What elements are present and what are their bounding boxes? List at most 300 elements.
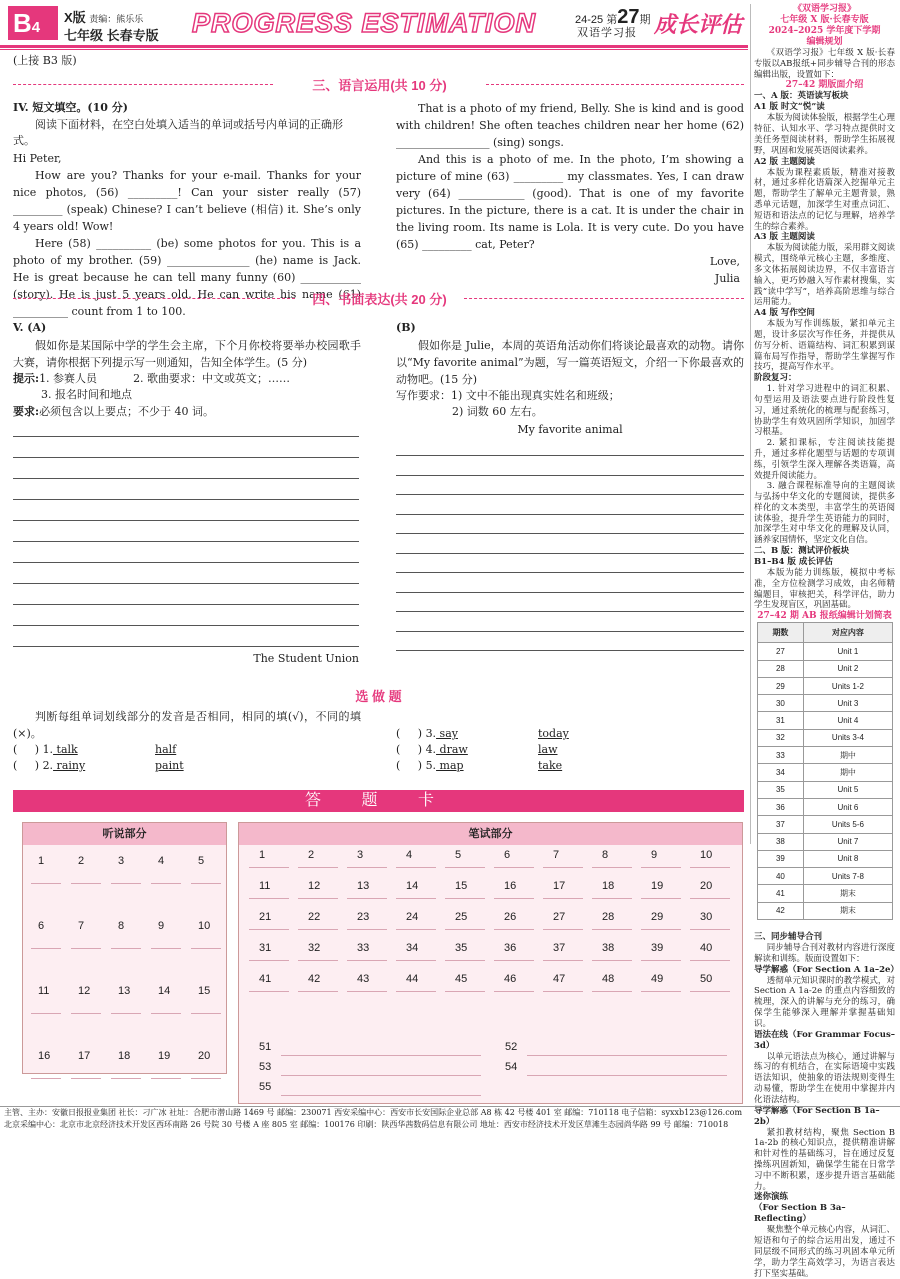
edition: X版 责编：熊乐乐 [64,10,144,25]
sidebar-text: 同步辅导合刊对教材内容进行深度解读和训练。版面设置如下： [754,943,895,964]
divider [13,298,295,299]
answer-number: 29 [651,911,664,923]
answer-number: 8 [602,849,609,861]
answer-line[interactable] [592,960,632,961]
answer-line[interactable] [641,929,681,930]
answer-number: 28 [602,911,615,923]
answer-line[interactable] [396,867,436,868]
answer-number: 55 [259,1081,272,1093]
answer-number: 20 [700,880,713,892]
plan-row [758,747,893,764]
answer-line[interactable] [543,929,583,930]
answer-number: 11 [38,985,50,997]
answer-number: 21 [259,911,272,923]
plan-content: 期中 [803,764,892,781]
writing-line[interactable] [13,583,359,584]
plan-row [758,902,893,919]
writing-line[interactable] [13,499,359,500]
answer-line[interactable] [281,1095,481,1096]
answer-bracket[interactable]: ( ) 3. [396,727,437,740]
cloze-right-column [396,100,744,287]
answer-number: 3 [118,855,125,867]
phonics-item [396,758,744,775]
page-badge: B4 [8,6,58,40]
answer-line[interactable] [527,1055,727,1056]
letter-closing: Love, [709,255,740,268]
sidebar-year: 2024–2025 学年度下学期 [768,26,881,36]
optional-title: 选 做 题 [355,689,402,704]
sidebar-heading: B1–B4 版 成长评估 [754,557,833,568]
answer-number: 46 [504,973,517,985]
answer-line[interactable] [494,991,534,992]
notice-signature: The Student Union [253,652,359,665]
sidebar-heading: （For Section B 3a–Reflecting） [754,1203,846,1225]
answer-line[interactable] [347,991,387,992]
answer-number: 38 [602,942,615,954]
footer-line: 北京采编中心：北京市北京经济技术开发区西环南路 26 号院 30 号楼 A 座 805 室 邮编：100176 印刷：陕西华茜数码信息有限公司 地址：西安市经济技术开发区草滩生态园尚华路 99 号 邮编：710018 [4,1120,729,1129]
answer-number: 25 [455,911,468,923]
answer-number: 31 [259,942,272,954]
answer-line[interactable] [31,1078,61,1079]
answer-line[interactable] [31,883,61,884]
plan-content: Units 5-6 [803,816,892,833]
answer-number: 2 [78,855,85,867]
sidebar-heading: 三、同步辅导合刊 [754,932,823,943]
answer-line[interactable] [347,867,387,868]
answer-line[interactable] [592,929,632,930]
sidebar-intro: 《双语学习报》七年级 X 版·长春专版以AB报纸+同步辅导合刊的形态编辑出版，设置如下： [754,48,895,80]
plan-issue: 31 [758,712,804,729]
answer-number: 44 [406,973,419,985]
plan-content: Units 7-8 [803,868,892,885]
divider [13,84,273,85]
plan-issue: 33 [758,747,804,764]
sidebar-text: 以单元语法点为核心，通过讲解与练习的有机结合，在实际语境中实践语法知识，使抽象的语法规则变得生动易懂，帮助学生在使用中掌握并内化语法结构。 [754,1051,895,1105]
answer-line[interactable] [494,929,534,930]
plan-content: Unit 3 [803,695,892,712]
footer-line: 主管、主办：安徽日报报业集团 社长：刁广冰 社址：合肥市潜山路 1469 号 邮编：230071 西安采编中心：西安市长安国际企业总部 A8 栋 42 号楼 401 室 邮编：710118 电子信箱：syxxb123@126.com [4,1108,743,1117]
answer-line[interactable] [396,991,436,992]
answer-number: 18 [602,880,615,892]
writing-line[interactable] [396,494,744,495]
issue-number: 24-25 第27期 [575,6,651,28]
instruction: 阅读下面材料，在空白处填入适当的单词或括号内单词的正确形式。 [13,117,343,147]
requirement: 写作要求：1) 文中不能出现真实姓名和班级； [396,388,620,402]
plan-issue: 37 [758,816,804,833]
plan-row [758,781,893,798]
answer-line[interactable] [396,929,436,930]
answer-number: 24 [406,911,419,923]
answer-number: 23 [357,911,370,923]
answer-line[interactable] [641,898,681,899]
answer-number: 51 [259,1041,272,1053]
answer-number: 39 [651,942,664,954]
word-a: map [436,759,464,772]
plan-issue: 36 [758,798,804,815]
question-heading: (B) [396,321,416,334]
answer-line[interactable] [71,1013,101,1014]
answer-bracket[interactable]: ( ) 4. [396,743,437,756]
answer-number: 35 [455,942,468,954]
answer-number: 36 [504,942,517,954]
answer-line[interactable] [71,883,101,884]
sidebar-text: 1. 针对学习进程中的词汇积累、句型运用及语法要点进行阶段性复习，通过系统化的梳理与配套练习，协助学生有效巩固所学知识，加固学习根基。 [754,384,895,438]
answer-line[interactable] [494,867,534,868]
divider [464,298,744,299]
plan-row [758,712,893,729]
word-b: take [538,759,563,772]
answer-line[interactable] [298,898,338,899]
answer-number: 40 [700,942,713,954]
plan-row [758,850,893,867]
essay-title: My favorite animal [517,422,623,436]
answer-number: 30 [700,911,713,923]
writing-b [396,320,744,438]
answer-line[interactable] [151,883,181,884]
answer-line[interactable] [592,991,632,992]
answer-line[interactable] [249,960,289,961]
answer-number: 48 [602,973,615,985]
answer-line[interactable] [249,898,289,899]
plan-row [758,764,893,781]
requirement: 必须包含以上要点；不少于 40 词。 [39,404,215,418]
answer-bracket[interactable]: ( ) 5. [396,759,437,772]
writing-line[interactable] [396,475,744,476]
word-b: paint [155,759,184,772]
writing-line[interactable] [13,541,359,542]
writing-line[interactable] [13,520,359,521]
plan-content: Unit 7 [803,833,892,850]
plan-table [757,622,893,920]
answer-line[interactable] [445,991,485,992]
writing-line[interactable] [396,592,744,593]
answer-number: 1 [38,855,45,867]
answer-line[interactable] [281,1075,481,1076]
plan-row [758,816,893,833]
sidebar-heading: 语法在线（For Grammar Focus–3d） [754,1029,895,1051]
writing-line[interactable] [396,611,744,612]
answer-number: 7 [78,920,85,932]
answer-number: 16 [504,880,517,892]
sidebar-subhead: 27–42 期版面介绍 [785,80,864,91]
sidebar-text: 本版为阅读体验版，根据学生心理特征、认知水平、学习特点提供时文美任务型阅读材料，帮助学生拓展视野，巩固和发展英语阅读素养。 [754,113,895,156]
answer-number: 13 [118,985,131,997]
plan-row [758,729,893,746]
phonics-item [13,758,361,775]
answer-line[interactable] [690,929,730,930]
writing-line[interactable] [396,650,744,651]
answer-number: 3 [357,849,364,861]
answer-number: 5 [198,855,205,867]
answer-line[interactable] [641,960,681,961]
answer-line[interactable] [31,1013,61,1014]
plan-content: Unit 1 [803,643,892,660]
answer-number: 49 [651,973,664,985]
answer-line[interactable] [71,1078,101,1079]
answer-line[interactable] [592,898,632,899]
answer-number: 47 [553,973,566,985]
answer-line[interactable] [690,960,730,961]
listening-box [22,822,227,1074]
sidebar-heading: 一、A 版：英语读写板块 [754,91,849,102]
paper-name: 双语学习报 [577,26,637,39]
requirement: 2) 词数 60 左右。 [452,405,543,418]
answer-line[interactable] [543,991,583,992]
cloze-left-column [13,100,361,320]
answer-line[interactable] [445,960,485,961]
answer-line[interactable] [249,867,289,868]
answer-line[interactable] [281,1055,481,1056]
writing-line[interactable] [396,533,744,534]
writing-a [13,320,361,420]
header-rule [0,45,748,48]
divider [486,84,744,85]
answer-line[interactable] [191,883,221,884]
plan-row [758,833,893,850]
answer-line[interactable] [494,898,534,899]
answer-number: 15 [455,880,468,892]
optional-instruction: 判断每组单词划线部分的发音是否相同，相同的填(√)，不同的填(×)。 [13,710,361,740]
plan-issue: 42 [758,902,804,919]
answer-number: 43 [357,973,370,985]
answer-line[interactable] [543,960,583,961]
sidebar-heading: A1 版 时文“悦”读 [754,102,825,113]
sidebar-text: 本版为写作训练版，紧扣单元主题，设计多层次写作任务，并提供从仿写分析、语篇结构、词汇积累到谋篇布局写作指导，帮助学生掌握写作技巧，提高写作水平。 [754,319,895,373]
answer-line[interactable] [151,1013,181,1014]
answer-line[interactable] [191,948,221,949]
plan-issue: 38 [758,833,804,850]
answer-number: 4 [158,855,165,867]
answer-number: 22 [308,911,321,923]
sidebar-heading: 导学解惑（For Section B 1a–2b） [754,1105,880,1127]
answer-line[interactable] [298,929,338,930]
answer-line[interactable] [641,867,681,868]
answer-number: 19 [651,880,664,892]
plan-content: 期末 [803,902,892,919]
answer-bracket[interactable]: ( ) 2. [13,759,54,772]
plan-issue: 29 [758,677,804,694]
answer-line[interactable] [111,1013,141,1014]
tip-1: 1. 参赛人员 [39,371,98,385]
editorial-sidebar [750,4,899,1279]
writing-line[interactable] [13,646,359,647]
writing-line[interactable] [396,455,744,456]
writing-line[interactable] [13,625,359,626]
writing-line[interactable] [13,436,359,437]
plan-issue: 35 [758,781,804,798]
sidebar-heading: A3 版 主题阅读 [754,232,815,243]
writing-line[interactable] [13,562,359,563]
answer-line[interactable] [298,960,338,961]
answer-number: 14 [158,985,171,997]
answer-number: 33 [357,942,370,954]
sidebar-text: 本版为能力训练版，模拟中考标准，全方位检测学习成效，由名师精编题目，审核把关，科学评估，助力学生发现盲区，巩固基础。 [754,568,895,611]
continued-note: (上接 B3 版) [13,54,77,67]
answer-line[interactable] [111,883,141,884]
answer-number: 8 [118,920,125,932]
plan-row [758,677,893,694]
plan-content: Unit 2 [803,660,892,677]
answer-number: 10 [198,920,211,932]
word-b: today [538,727,569,740]
answer-line[interactable] [249,929,289,930]
answer-number: 41 [259,973,272,985]
writing-line[interactable] [396,553,744,554]
phonics-item [13,742,361,759]
plan-content: Unit 4 [803,712,892,729]
answer-number: 13 [357,880,370,892]
sidebar-heading: A4 版 写作空间 [754,308,815,319]
answer-line[interactable] [396,960,436,961]
answer-number: 32 [308,942,321,954]
answer-number: 12 [78,985,91,997]
plan-row [758,868,893,885]
word-b: half [155,743,177,756]
answer-number: 17 [553,880,566,892]
answer-number: 16 [38,1050,51,1062]
answer-number: 12 [308,880,321,892]
answer-line[interactable] [191,1078,221,1079]
answer-number: 45 [455,973,468,985]
section-title: 四、书面表达(共 20 分) [312,292,447,307]
answer-line[interactable] [543,898,583,899]
listening-header: 听说部分 [23,823,226,845]
plan-content: Unit 8 [803,850,892,867]
writing-line[interactable] [396,514,744,515]
answer-number: 6 [38,920,45,932]
answer-line[interactable] [71,948,101,949]
writing-line[interactable] [13,478,359,479]
answer-line[interactable] [111,1078,141,1079]
answer-number: 4 [406,849,413,861]
banner-title: PROGRESS ESTIMATION [192,8,537,38]
plan-issue: 30 [758,695,804,712]
answer-line[interactable] [347,898,387,899]
writing-prompt: 假如你是某国际中学的学生会主席，下个月你校将要举办校园歌手大赛，请你根据下列提示写一则通知，告知全体学生。(5 分) [13,338,361,369]
plan-row [758,660,893,677]
plan-issue: 40 [758,868,804,885]
answer-line[interactable] [494,960,534,961]
writing-line[interactable] [13,604,359,605]
writing-line[interactable] [396,572,744,573]
answer-line[interactable] [396,898,436,899]
writing-prompt: 假如你是 Julie，本周的英语角活动你们将谈论最喜欢的动物。请你以“My favorite animal”为题，写一篇英语短文，介绍一下你最喜欢的动物吧。(15 分) [396,338,744,386]
passage-paragraph: And this is a photo of me. In the photo, I’m showing a picture of mine (63) _________ my classmates. Yes, I can draw very (64) ____________ (good). That is one of my favorite pictures. In the picture, there is a cat. It is under the chair in the living room. Its name is Lola. It is very cute. Do you have (65) _________ cat, Peter? [396,153,744,251]
question-heading: V. (A) [13,321,47,334]
answer-number: 9 [158,920,165,932]
answer-line[interactable] [151,1078,181,1079]
answer-number: 6 [504,849,511,861]
sidebar-heading: 阶段复习： [754,373,797,384]
answer-number: 9 [651,849,658,861]
question-heading: IV. 短文填空。(10 分) [13,101,128,114]
answer-number: 5 [455,849,462,861]
tip-label: 提示: [13,371,40,385]
word-a: draw [436,743,468,756]
answer-number: 37 [553,942,566,954]
answer-line[interactable] [445,929,485,930]
plan-content: 期中 [803,747,892,764]
answer-line[interactable] [249,991,289,992]
answer-line[interactable] [527,1075,727,1076]
plan-row [758,695,893,712]
answer-number: 52 [505,1041,518,1053]
sidebar-heading: 迷你演练 [754,1192,789,1203]
answer-line[interactable] [641,991,681,992]
plan-issue: 34 [758,764,804,781]
answer-number: 50 [700,973,713,985]
sidebar-text: 本版为阅读能力版，采用群文阅读模式，围绕单元核心主题，多维度、多文体拓展阅读边界，不仅丰富语言输入，更巧妙融入写作素材搜集，实践“读中学写”，培养高阶思维与综合运用能力。 [754,243,895,308]
answer-line[interactable] [690,991,730,992]
brand-title: 成长评估 [654,12,743,37]
answer-number: 1 [259,849,266,861]
tip-2: 2. 歌曲要求：中文或英文；…… [133,371,291,385]
answer-bracket[interactable]: ( ) 1. [13,743,54,756]
sidebar-heading: 导学解惑（For Section A 1a–2e） [754,964,899,975]
sidebar-text: 透彻单元知识课时的教学模式，对 Section A 1a-2e 的重点内容细致的梳理，深入的讲解与充分的练习，确保学生能够深入理解并掌握基础知识。 [754,975,895,1029]
answer-line[interactable] [298,867,338,868]
answer-number: 17 [78,1050,91,1062]
sidebar-subhead: 27–42 期 AB 报纸编辑计划简表 [757,611,892,622]
writing-line[interactable] [396,631,744,632]
sidebar-subtitle: 七年级 X 版·长春专版 [780,15,869,25]
answer-line[interactable] [111,948,141,949]
answer-number: 14 [406,880,419,892]
answer-line[interactable] [347,960,387,961]
answer-line[interactable] [690,867,730,868]
sidebar-heading: A2 版 主题阅读 [754,156,815,167]
passage-paragraph: How are you? Thanks for your e-mail. Thanks for your nice photos, (56) _________! Can your sister really (57) _________ (speak) Chinese? I can’t believe (相信) it. She’s only 4 years old! Wow! [13,168,361,233]
answer-line[interactable] [298,991,338,992]
sidebar-title: 《双语学习报》 [792,4,856,14]
answer-card-title: 答 题 卡 [13,790,744,812]
plan-content: 期末 [803,885,892,902]
word-b: law [538,743,558,756]
answer-line[interactable] [445,867,485,868]
answer-line[interactable] [543,867,583,868]
answer-line[interactable] [445,898,485,899]
plan-issue: 41 [758,885,804,902]
sidebar-text: 本版为课程素质版，精准对接教材，通过多样化语篇深入挖掘单元主题，帮助学生了解单元主题背景，熟悉单元话题，加深学生对重点词汇、短语和语法点的记忆与理解，培养学生的综合素养。 [754,167,895,232]
answer-number: 10 [700,849,713,861]
word-a: talk [53,743,78,756]
answer-number: 26 [504,911,517,923]
sidebar-plan: 编辑规划 [806,37,843,47]
answer-line[interactable] [191,1013,221,1014]
plan-row [758,885,893,902]
req-label: 要求: [13,404,40,418]
sidebar-text: 3. 融合课程标准导向的主题阅读与弘扬中华文化的专题阅读，提供多样化的文本类型，丰富学生的英语阅读体验，提升学生英语能力的同时，加深学生对中华文化的理解及认同，涵养家国情怀，坚定文化自信。 [754,481,895,546]
word-a: say [436,727,458,740]
plan-content: Unit 6 [803,798,892,815]
answer-number: 34 [406,942,419,954]
plan-row [758,798,893,815]
answer-line[interactable] [151,948,181,949]
answer-number: 19 [158,1050,171,1062]
answer-line[interactable] [690,898,730,899]
writing-box [238,822,743,1104]
plan-issue: 28 [758,660,804,677]
passage-paragraph: That is a photo of my friend, Belly. She is kind and is good with children! She often teaches children near her home (62) _________________ (sing) songs. [396,102,744,149]
word-a: rainy [53,759,86,772]
plan-content: Units 1-2 [803,677,892,694]
answer-line[interactable] [31,948,61,949]
writing-line[interactable] [13,457,359,458]
plan-col-issue: 期数 [758,623,804,643]
answer-line[interactable] [592,867,632,868]
plan-issue: 27 [758,643,804,660]
answer-line[interactable] [347,929,387,930]
